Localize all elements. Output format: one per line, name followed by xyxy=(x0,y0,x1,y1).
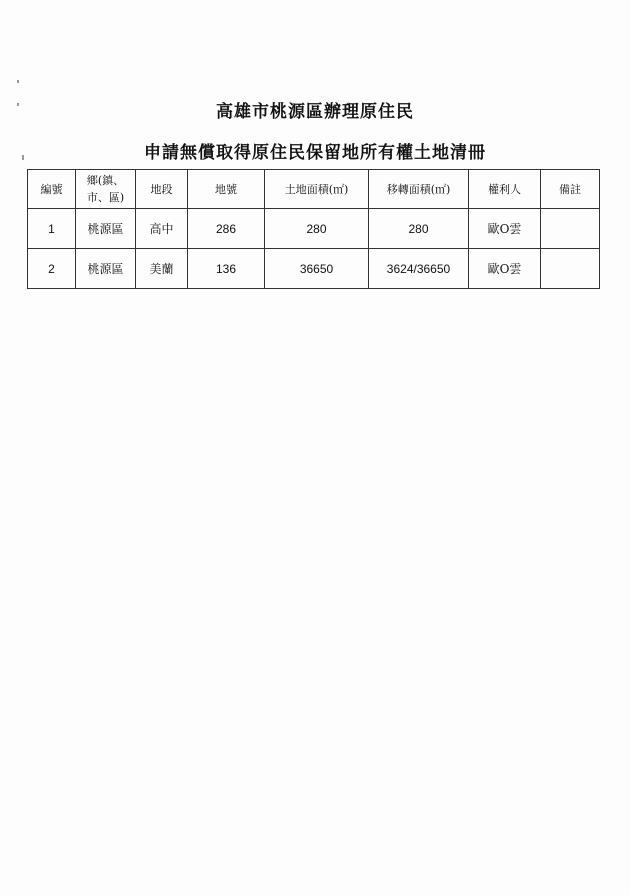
table-row xyxy=(28,209,600,249)
cell-remarks xyxy=(541,209,600,249)
header-lot-number: 地號 xyxy=(188,170,265,209)
scan-mark xyxy=(17,80,19,83)
header-district-line2: 市、區) xyxy=(86,191,125,204)
header-district xyxy=(76,170,136,209)
header-number: 編號 xyxy=(28,170,76,209)
cell-owner: 歐O雲 xyxy=(469,209,541,249)
document-title: 高雄市桃源區辦理原住民 xyxy=(216,102,414,122)
cell-land-area: 36650 xyxy=(265,249,369,289)
cell-section: 美蘭 xyxy=(136,249,188,289)
table-row xyxy=(28,249,600,289)
header-land-area: 土地面積(㎡) xyxy=(265,170,369,209)
cell-lot-number: 286 xyxy=(188,209,265,249)
cell-section: 高中 xyxy=(136,209,188,249)
document-subtitle: 申請無償取得原住民保留地所有權土地清冊 xyxy=(144,143,486,163)
header-owner: 權利人 xyxy=(469,170,541,209)
cell-transfer-area: 3624/36650 xyxy=(369,249,469,289)
cell-owner: 歐O雲 xyxy=(469,249,541,289)
cell-land-area: 280 xyxy=(265,209,369,249)
cell-lot-number: 136 xyxy=(188,249,265,289)
header-transfer-area: 移轉面積(㎡) xyxy=(369,170,469,209)
cell-district: 桃源區 xyxy=(76,209,136,249)
cell-remarks xyxy=(541,249,600,289)
header-remarks: 備註 xyxy=(541,170,600,209)
header-district-line1: 鄉(鎮、 xyxy=(86,174,125,187)
cell-number: 2 xyxy=(28,249,76,289)
cell-district: 桃源區 xyxy=(76,249,136,289)
cell-number: 1 xyxy=(28,209,76,249)
cell-transfer-area: 280 xyxy=(369,209,469,249)
header-section: 地段 xyxy=(136,170,188,209)
land-register-table xyxy=(27,169,600,289)
table-header-row xyxy=(28,170,600,209)
